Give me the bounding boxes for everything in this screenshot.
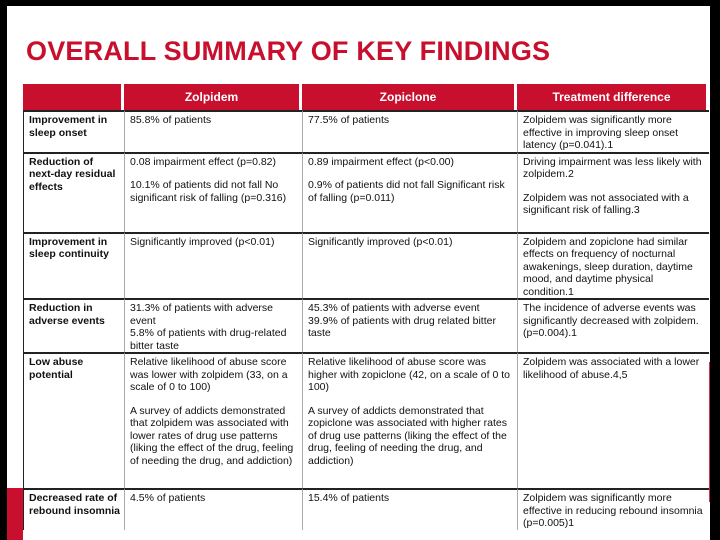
table-row [23,110,709,152]
cell-text: Relative likelihood of abuse score was lower with zolpidem (33, on a scale of 0 to 100) [130,356,288,393]
page-title: OVERALL SUMMARY OF KEY FINDINGS [26,36,551,66]
cell-zolpidem [124,352,302,488]
row-label: Low abuse potential [23,352,124,488]
cell-text: 45.3% of patients with adverse event [308,302,480,314]
cell-text: Zolpidem was not associated with a significant risk of falling.3 [523,191,689,216]
cell-text: 0.9% of patients did not fall Significant risk of falling (p=0.011) [308,179,505,204]
cell-difference [517,352,709,488]
header-treatment-difference: Treatment difference [517,84,709,110]
cell-text: 10.1% of patients did not fall No significant risk of falling (p=0.316) [130,179,287,204]
table-row [23,152,709,232]
cell-text: 31.3% of patients with adverse event [130,302,274,327]
header-zolpidem: Zolpidem [124,84,302,110]
cell-text: Zolpidem was significantly more effective in reducing rebound insomnia (p=0.005)1 [523,492,703,529]
cell-text: 85.8% of patients [130,114,212,126]
cell-zopiclone [302,232,517,299]
cell-difference [517,110,709,152]
header-zopiclone: Zopiclone [302,84,517,110]
slide [7,6,710,540]
cell-zopiclone [302,298,517,352]
cell-text: 0.89 impairment effect (p<0.00) [308,155,455,168]
row-label: Decreased rate of rebound insomnia [23,488,124,530]
cell-zopiclone [302,110,517,152]
cell-text: The incidence of adverse events was significantly decreased with zolpidem. (p=0.004).1 [523,302,699,339]
cell-text: Zolpidem was significantly more effective in improving sleep onset latency (p=0.041).1 [523,114,679,151]
header-blank [23,84,124,110]
table-row [23,298,709,352]
table-row [23,232,709,299]
cell-zolpidem [124,110,302,152]
row-label: Reduction of next-day residual effects [23,152,124,232]
decorative-red-bar-left [7,488,23,540]
row-label: Reduction in adverse events [23,298,124,352]
findings-table [23,84,709,530]
cell-zopiclone [302,152,517,232]
cell-text: Significantly improved (p<0.01) [130,235,275,248]
table-header-row [23,84,709,110]
cell-text: Driving impairment was less likely with zolpidem.2 [523,155,702,180]
cell-text: A survey of addicts demonstrated that zolpidem was associated with lower rates of drug use patterns (liking the effect of the drug, feeling of needing the drug, and addiction) [130,404,294,467]
cell-zolpidem [124,488,302,530]
cell-zolpidem [124,152,302,232]
cell-zopiclone [302,352,517,488]
table-row [23,352,709,488]
row-label: Improvement in sleep onset [23,110,124,152]
cell-zolpidem [124,298,302,352]
cell-difference [517,488,709,530]
cell-text: 39.9% of patients with drug related bitter taste [308,314,496,339]
cell-difference [517,298,709,352]
cell-text: 5.8% of patients with drug-related bitter taste [130,327,287,352]
cell-text: 4.5% of patients [130,492,206,504]
row-label: Improvement in sleep continuity [23,232,124,299]
cell-difference [517,232,709,299]
cell-difference [517,152,709,232]
cell-text: 0.08 impairment effect (p=0.82) [130,155,277,168]
cell-text: 77.5% of patients [308,114,390,126]
cell-text: Relative likelihood of abuse score was higher with zopiclone (42, on a scale of 0 to 100) [308,356,510,393]
cell-text: Significantly improved (p<0.01) [308,235,453,248]
cell-text: A survey of addicts demonstrated that zopiclone was associated with higher rates of drug use patterns (liking the effect of the drug, feeling of needing the drug, and addiction) [308,404,508,467]
table-row [23,488,709,530]
cell-zopiclone [302,488,517,530]
cell-text: 15.4% of patients [308,492,390,504]
cell-text: Zolpidem and zopiclone had similar effects on frequency of nocturnal awakenings, sleep duration, daytime mood, and daytime physical condition.1 [523,235,693,298]
cell-text: Zolpidem was associated with a lower likelihood of abuse.4,5 [523,356,700,381]
cell-zolpidem [124,232,302,299]
